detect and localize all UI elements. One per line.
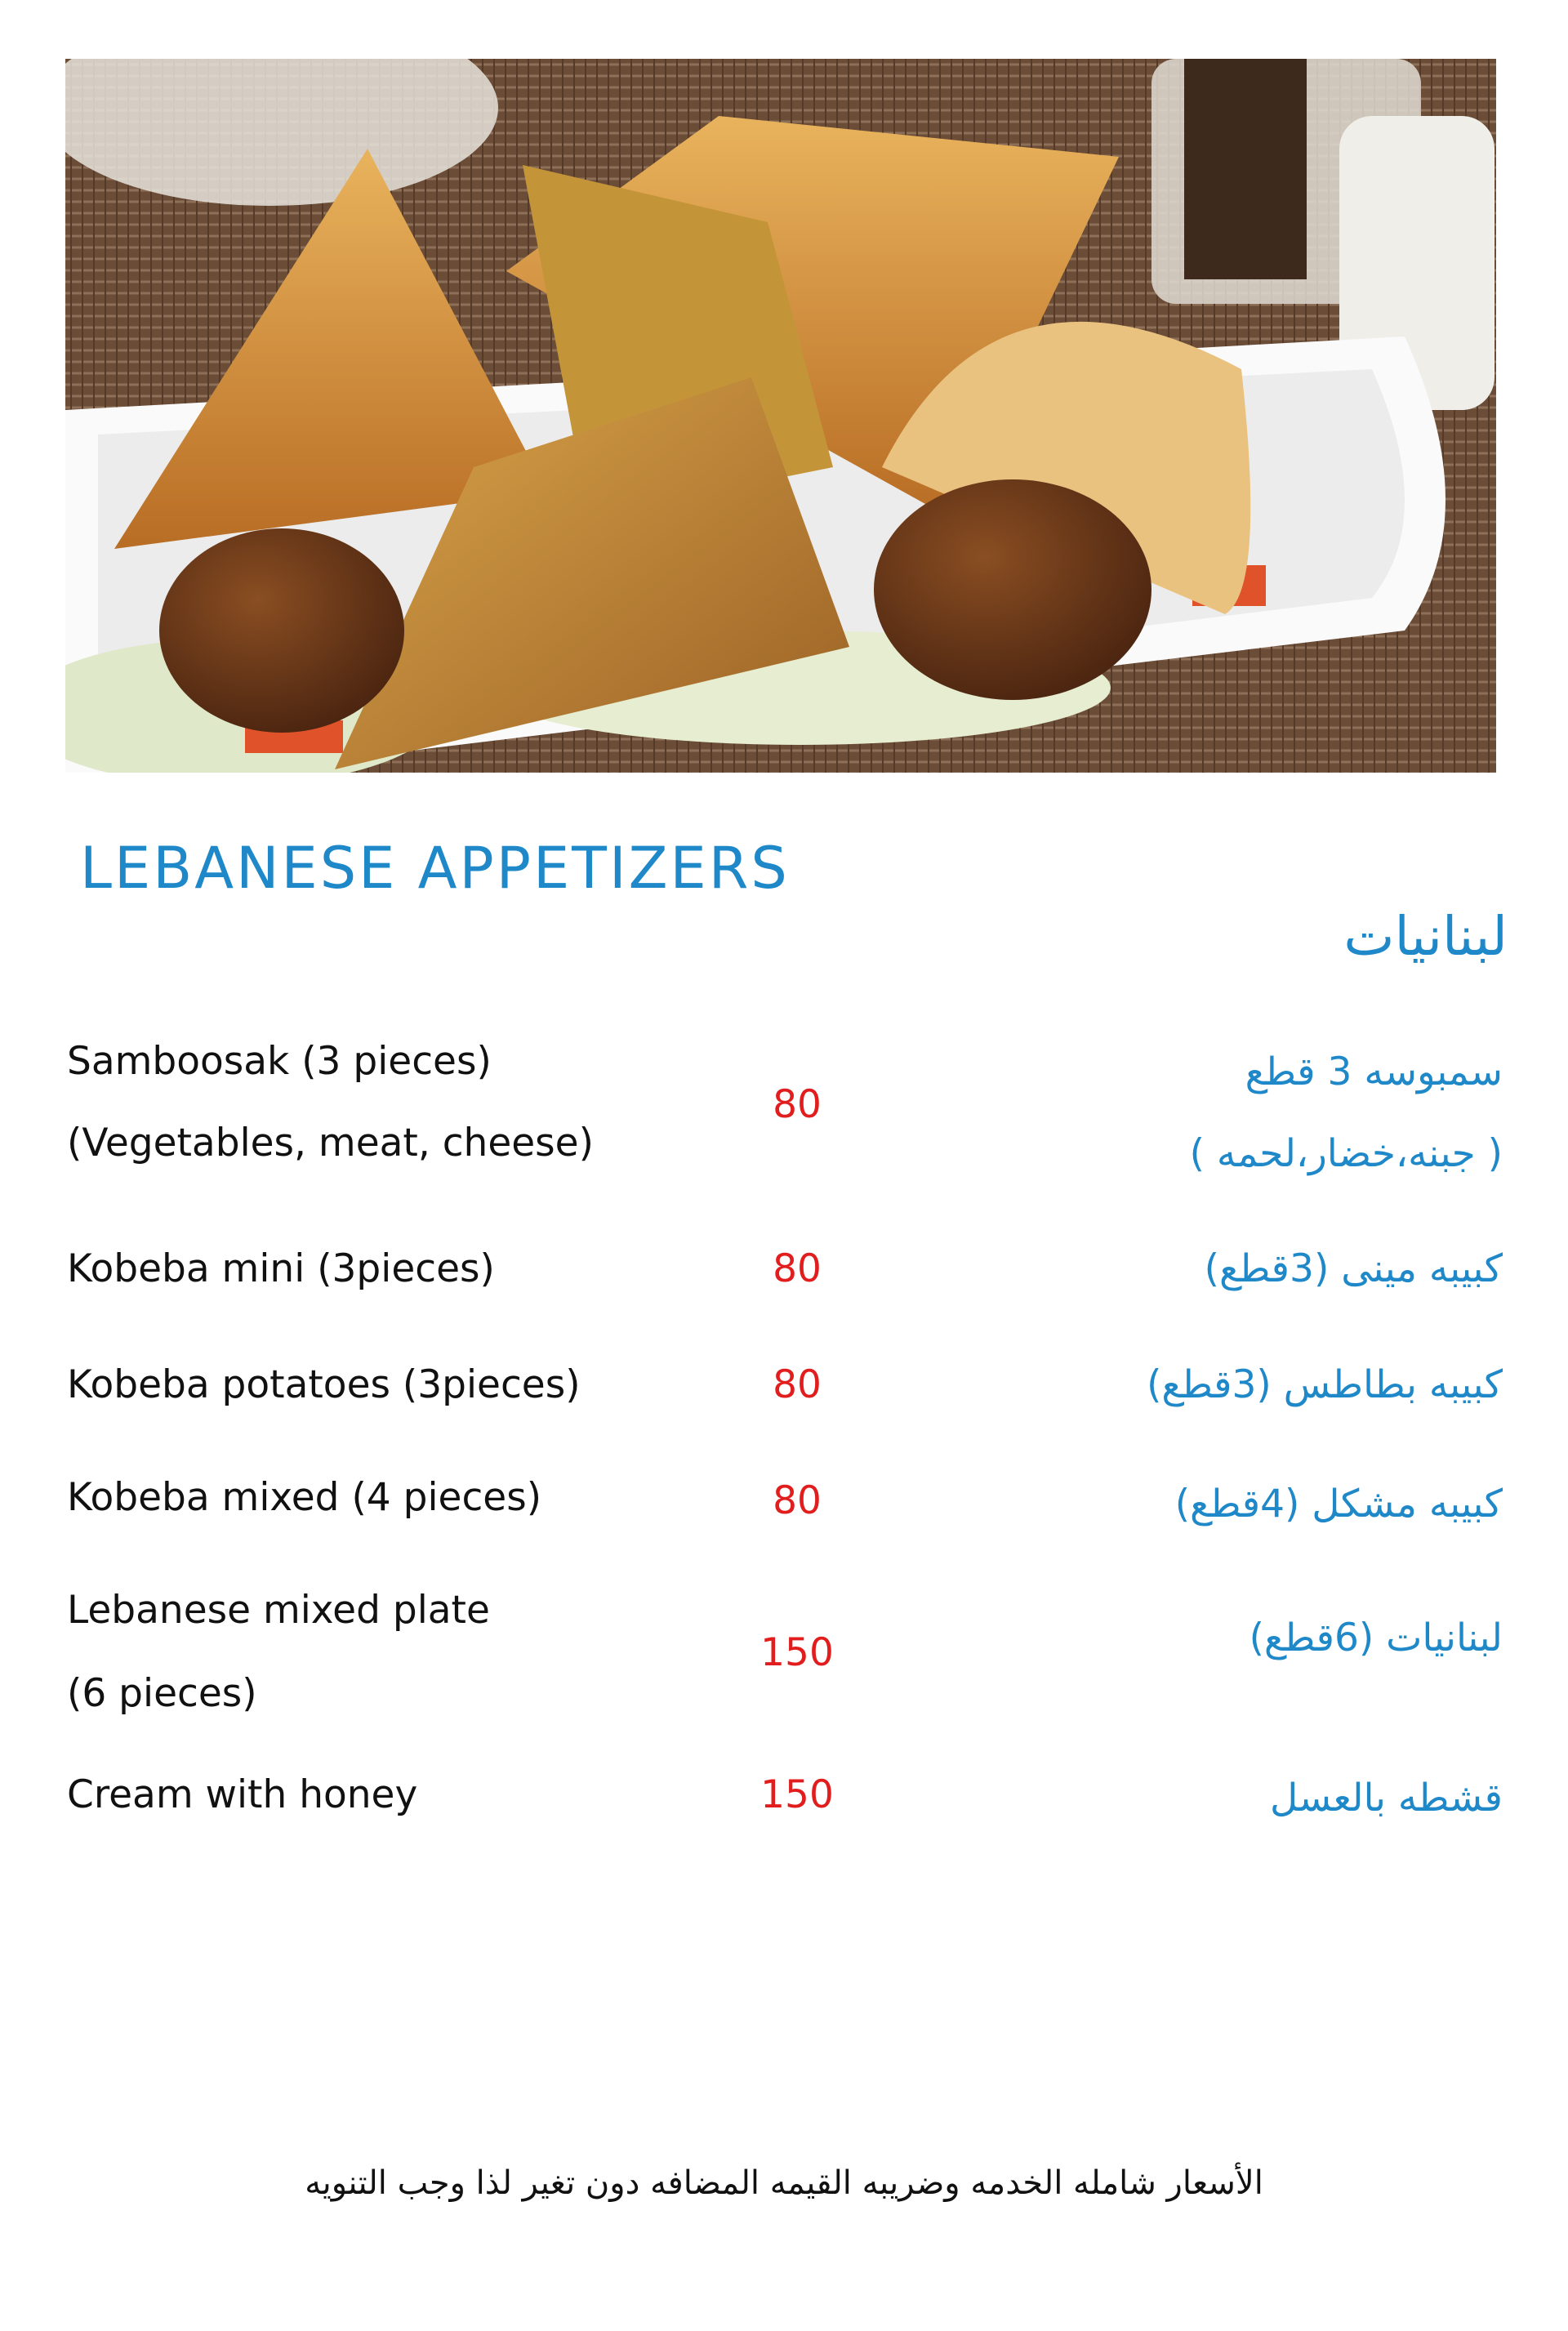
menu-item-name-en: Samboosak (3 pieces) (67, 1039, 492, 1084)
menu-item-price: 80 (773, 1246, 822, 1291)
menu-item-desc-en: (Vegetables, meat, cheese) (67, 1121, 594, 1166)
menu-item-desc-ar: ( جبنه،خضار،لحمه ) (1189, 1131, 1503, 1176)
menu-item-price: 150 (760, 1630, 834, 1675)
menu-item-price: 150 (760, 1772, 834, 1817)
menu-item-name-en: Lebanese mixed plate (67, 1588, 490, 1633)
menu-item-name-ar: سمبوسه 3 قطع (1245, 1050, 1503, 1094)
menu-item-name-ar: كبيبه مينى (3قطع) (1204, 1246, 1503, 1291)
footer-note: الأسعار شامله الخدمه وضريبه القيمه المضافه دون تغير لذا وجب التنويه (305, 2164, 1263, 2202)
menu-item-name-en: Cream with honey (67, 1772, 418, 1817)
menu-item-name-en: Kobeba mini (3pieces) (67, 1246, 495, 1291)
menu-item-price: 80 (773, 1362, 822, 1407)
section-title-ar: لبنانيات (1343, 905, 1508, 968)
menu-item-price: 80 (773, 1478, 822, 1523)
menu-item-name-ar: كبيبه بطاطس (3قطع) (1147, 1362, 1503, 1407)
menu-item-desc-en: (6 pieces) (67, 1671, 257, 1716)
appetizers-photo (65, 59, 1496, 773)
menu-item-name-ar: قشطه بالعسل (1269, 1776, 1503, 1821)
menu-item-name-en: Kobeba mixed (4 pieces) (67, 1475, 542, 1520)
menu-item-name-ar: كبيبه مشكل (4قطع) (1174, 1482, 1503, 1527)
section-title-en: LEBANESE APPETIZERS (80, 835, 790, 902)
menu-item-price: 80 (773, 1082, 822, 1127)
menu-item-name-en: Kobeba potatoes (3pieces) (67, 1362, 581, 1407)
menu-item-name-ar: لبنانيات (6قطع) (1249, 1616, 1503, 1660)
